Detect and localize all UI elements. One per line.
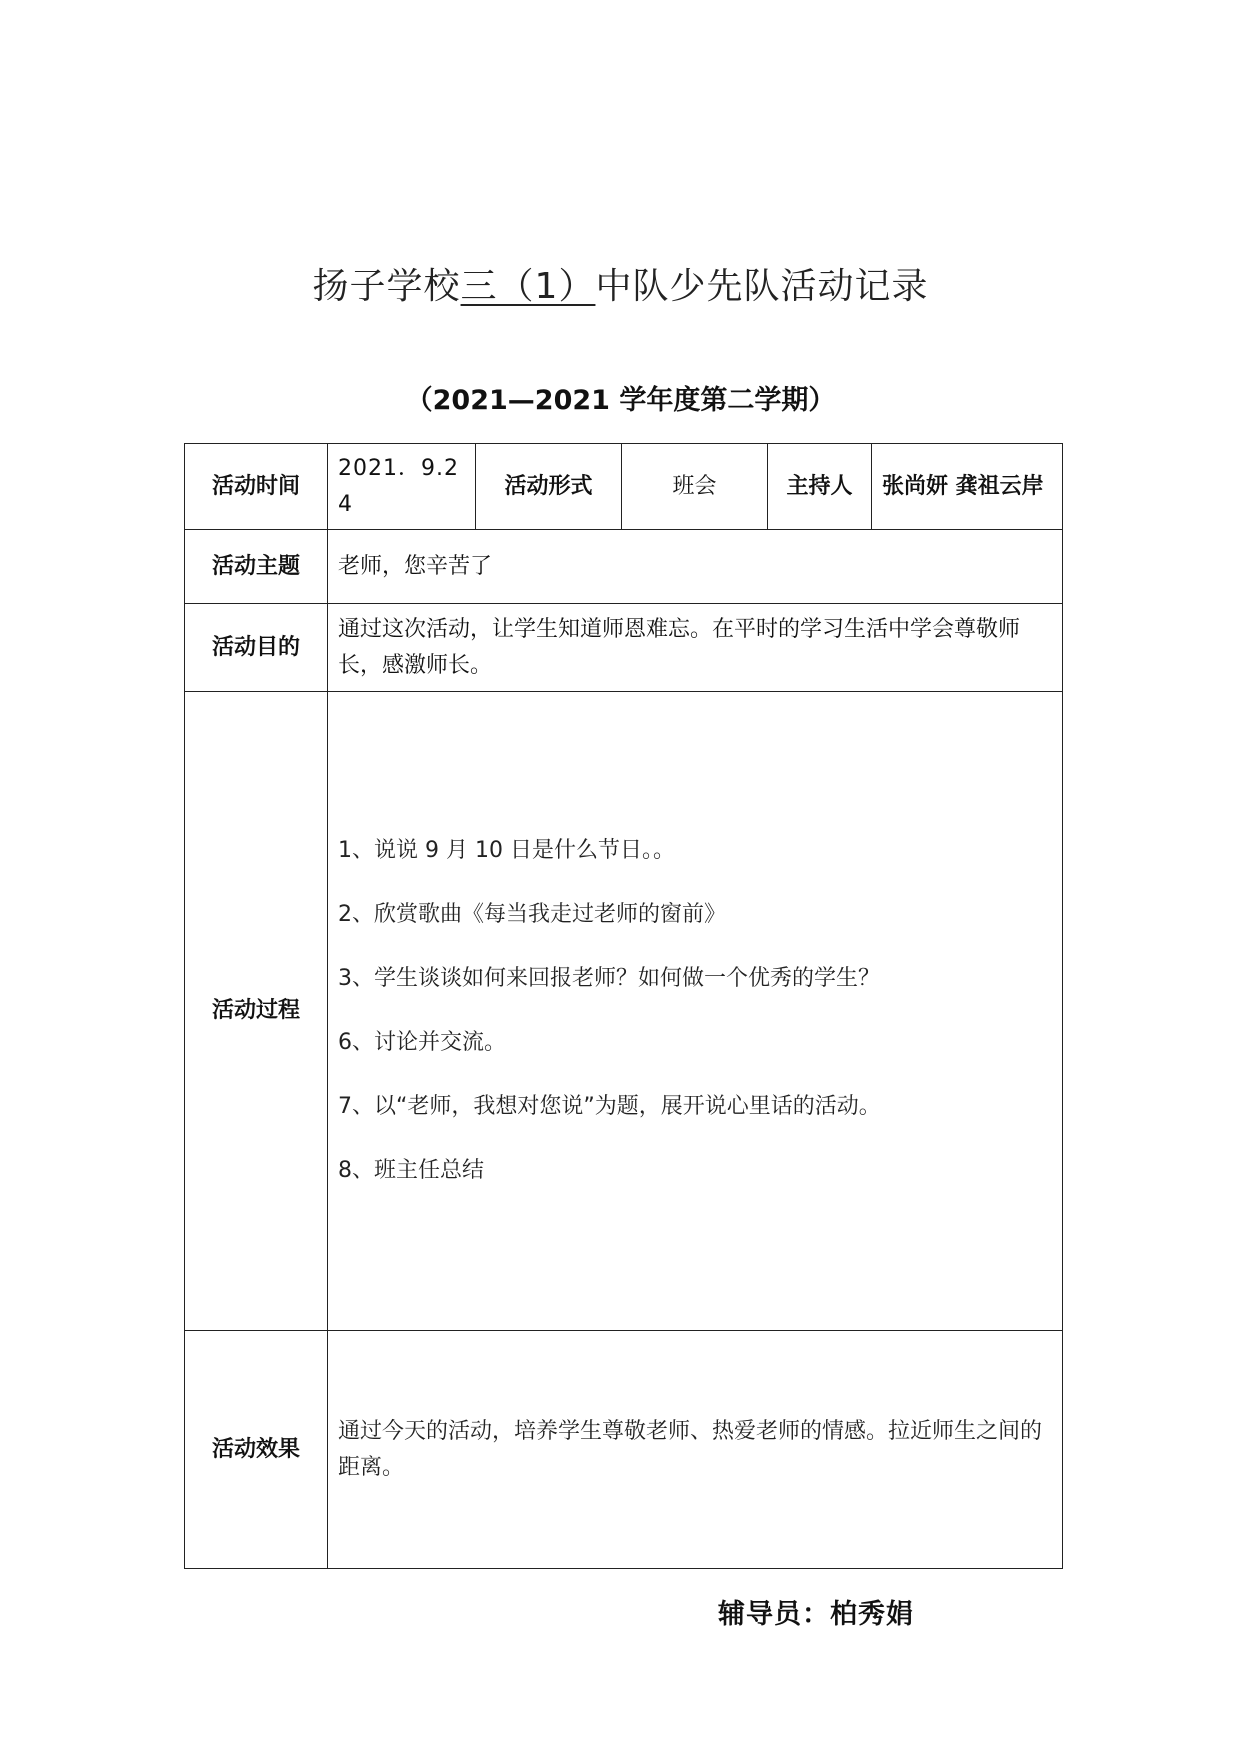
table-row xyxy=(185,1331,1063,1569)
time-label: 活动时间 xyxy=(185,444,328,530)
purpose-value: 通过这次活动，让学生知道师恩难忘。在平时的学习生活中学会尊敬师长，感激师长。 xyxy=(328,604,1063,692)
title-suffix: 中队少先队活动记录 xyxy=(595,266,929,307)
list-item: 1、说说 9 月 10 日是什么节日。。 xyxy=(338,838,675,863)
activity-record-table xyxy=(184,443,1063,1569)
list-item: 2、欣赏歌曲《每当我走过老师的窗前》 xyxy=(338,902,726,927)
process-cell xyxy=(328,692,1063,1331)
effect-value: 通过今天的活动，培养学生尊敬老师、热爱老师的情感。拉近师生之间的距离。 xyxy=(328,1331,1063,1569)
effect-label: 活动效果 xyxy=(185,1331,328,1569)
time-value: 2021．9.24 xyxy=(328,444,476,530)
list-item: 8、班主任总结 xyxy=(338,1158,484,1183)
table-row xyxy=(185,604,1063,692)
table-row xyxy=(185,444,1063,530)
process-label: 活动过程 xyxy=(185,692,328,1331)
form-value: 班会 xyxy=(622,444,768,530)
host-value: 张尚妍 龚祖云岸 xyxy=(872,444,1063,530)
title-class-underlined: 三（1） xyxy=(460,266,596,307)
title-prefix: 扬子学校 xyxy=(312,266,461,307)
page-title xyxy=(0,258,1241,309)
table-row xyxy=(185,530,1063,604)
counselor-signature: 辅导员：柏秀娟 xyxy=(718,1599,914,1630)
purpose-label: 活动目的 xyxy=(185,604,328,692)
form-label: 活动形式 xyxy=(476,444,622,530)
list-item: 7、以“老师，我想对您说”为题，展开说心里话的活动。 xyxy=(338,1094,881,1119)
table-row xyxy=(185,692,1063,1331)
process-steps-list xyxy=(338,819,1052,1203)
host-label: 主持人 xyxy=(768,444,872,530)
theme-value: 老师，您辛苦了 xyxy=(328,530,1063,604)
theme-label: 活动主题 xyxy=(185,530,328,604)
list-item: 6、讨论并交流。 xyxy=(338,1030,506,1055)
list-item: 3、学生谈谈如何来回报老师？如何做一个优秀的学生？ xyxy=(338,966,880,991)
semester-subtitle: （2021—2021 学年度第二学期） xyxy=(405,385,836,416)
